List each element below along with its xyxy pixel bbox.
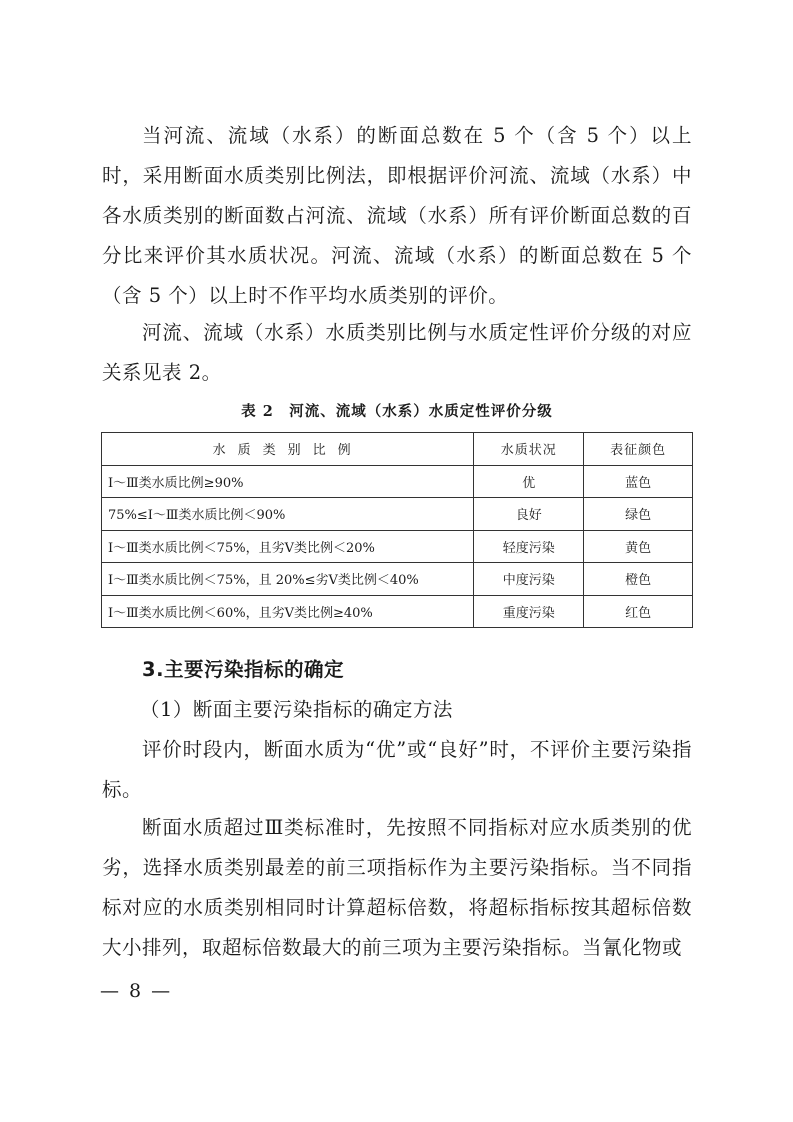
table-caption: 表 2 河流、流域（水系）水质定性评价分级 bbox=[241, 403, 553, 420]
cell-color: 蓝色 bbox=[584, 465, 693, 498]
header-quality-ratio: 水质类别比例 bbox=[102, 433, 474, 466]
header-quality-status: 水质状况 bbox=[474, 433, 584, 466]
table-row bbox=[102, 595, 693, 628]
cell-color: 橙色 bbox=[584, 563, 693, 596]
cell-status: 优 bbox=[474, 465, 584, 498]
paragraph-table-reference: 河流、流域（水系）水质类别比例与水质定性评价分级的对应关系见表 2。 bbox=[102, 321, 692, 384]
table-row bbox=[102, 530, 693, 563]
cell-status: 重度污染 bbox=[474, 595, 584, 628]
header-indicator-color: 表征颜色 bbox=[584, 433, 693, 466]
table-row bbox=[102, 465, 693, 498]
cell-status: 轻度污染 bbox=[474, 530, 584, 563]
subsection-heading: （1）断面主要污染指标的确定方法 bbox=[140, 698, 453, 721]
cell-color: 黄色 bbox=[584, 530, 693, 563]
cell-color: 绿色 bbox=[584, 498, 693, 531]
table-header-row bbox=[102, 433, 693, 466]
table-row bbox=[102, 498, 693, 531]
table-row bbox=[102, 563, 693, 596]
paragraph-pollution-indicators: 断面水质超过Ⅲ类标准时，先按照不同指标对应水质类别的优劣，选择水质类别最差的前三项指标作为主要污染指标。当不同指标对应的水质类别相同时计算超标倍数，将超标指标按其超标倍数大小排列，取超标倍数最大的前三项为主要污染指标。当氰化物或 bbox=[102, 816, 692, 959]
page-number: — 8 — bbox=[100, 980, 173, 1002]
cell-color: 红色 bbox=[584, 595, 693, 628]
cell-ratio: Ⅰ～Ⅲ类水质比例＜60%，且劣Ⅴ类比例≥40% bbox=[102, 595, 474, 628]
section-heading: 3.主要污染指标的确定 bbox=[142, 658, 344, 681]
cell-ratio: 75%≤Ⅰ～Ⅲ类水质比例＜90% bbox=[102, 498, 474, 531]
cell-ratio: Ⅰ～Ⅲ类水质比例≥90% bbox=[102, 465, 474, 498]
cell-status: 中度污染 bbox=[474, 563, 584, 596]
cell-ratio: Ⅰ～Ⅲ类水质比例＜75%，且 20%≤劣Ⅴ类比例＜40% bbox=[102, 563, 474, 596]
cell-status: 良好 bbox=[474, 498, 584, 531]
water-quality-grade-table bbox=[101, 432, 693, 628]
cell-ratio: Ⅰ～Ⅲ类水质比例＜75%，且劣Ⅴ类比例＜20% bbox=[102, 530, 474, 563]
paragraph-evaluation-method: 当河流、流域（水系）的断面总数在 5 个（含 5 个）以上时，采用断面水质类别比例法，即根据评价河流、流域（水系）中各水质类别的断面数占河流、流域（水系）所有评价断面总数的百分比来评价其水质状况。河流、流域（水系）的断面总数在 5 个（含 5 个）以上时不作平均水质类别的评价。 bbox=[102, 124, 692, 307]
paragraph-no-evaluation: 评价时段内，断面水质为“优”或“良好”时，不评价主要污染指标。 bbox=[102, 738, 692, 801]
